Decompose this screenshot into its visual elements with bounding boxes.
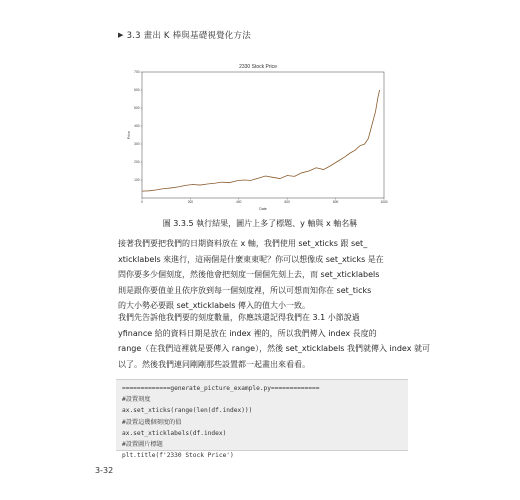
y-tick-label: 700	[134, 70, 140, 75]
x-tick-label: 0	[141, 200, 143, 204]
paragraph-line: xticklabels 來進行，這兩個是什麼東東呢？你可以想像成 set_xticks 是在	[118, 254, 384, 264]
paragraph-line: range（在我們這裡就是要傳入 range），然後 set_xticklabels 我們就傳入 index 就可	[118, 344, 430, 353]
plot-area	[142, 72, 384, 198]
code-line: #設置刻度	[122, 396, 151, 404]
y-tick-label: 400	[134, 124, 140, 129]
code-line: #設置這幾個刻度的值	[122, 418, 182, 426]
triangle-marker-icon: ▶	[118, 31, 124, 39]
x-tick-label: 1000	[380, 200, 388, 204]
y-tick-label: 500	[134, 106, 140, 111]
y-tick-label: 300	[134, 142, 140, 147]
section-title: 3.3 畫出 K 棒與基礎視覺化方法	[126, 31, 251, 41]
stock-chart	[124, 60, 392, 212]
x-tick-label: 200	[187, 200, 194, 204]
paragraph-line: 則是跟你要值並且依序放到每一個刻度裡，所以可想而知你在 set_ticks	[118, 285, 372, 295]
stock-chart-figure	[124, 60, 392, 212]
code-line: plt.title(f'2330 Stock Price')	[122, 452, 234, 460]
code-line: #設置圖片標題	[122, 440, 163, 448]
figure-caption: 圖 3.3.5 執行結果，圖片上多了標題、y 軸與 x 軸名稱	[162, 219, 358, 228]
y-axis-label: Price	[127, 131, 131, 139]
code-line: =============generate_picture_example.py=============	[122, 385, 320, 392]
paragraph-line: 問你要多少個刻度，然後他會把刻度一個個先刻上去，而 set_xticklabels	[118, 270, 380, 279]
paragraph-2	[118, 310, 430, 372]
x-tick-label: 400	[236, 200, 242, 204]
paragraph-line: 的大小勢必要跟 set_xticklabels 傳入的值大小一致。	[118, 301, 310, 310]
y-tick-label: 600	[134, 88, 140, 93]
paragraph-line: 接著我們要把我們的日期資料放在 x 軸，我們使用 set_xticks 跟 set_	[118, 239, 368, 248]
paragraph-1	[118, 236, 406, 314]
x-tick-label: 800	[332, 200, 339, 204]
code-line: ax.set_xticks(range(len(df.index)))	[122, 407, 253, 415]
paragraph-line: 我們先告訴他我們要的刻度數量，你應該還記得我們在 3.1 小節說過	[118, 313, 360, 322]
paragraph-line: 以了。然後我們連同剛剛那些設置都一起畫出來看看。	[118, 359, 310, 369]
code-line: ax.set_xticklabels(df.index)	[122, 429, 227, 437]
page-number: 3-32	[95, 466, 114, 475]
y-tick-label: 100	[134, 178, 140, 183]
x-tick-label: 600	[284, 200, 290, 204]
section-header	[118, 29, 251, 41]
chart-title: 2330 Stock Price	[239, 64, 277, 70]
x-axis-label: Date	[259, 207, 267, 211]
y-tick-label: 200	[134, 160, 140, 165]
paragraph-line: yfinance 給的資料日期是放在 index 裡的，所以我們傳入 index 長度的	[118, 328, 377, 338]
code-block	[116, 379, 408, 460]
